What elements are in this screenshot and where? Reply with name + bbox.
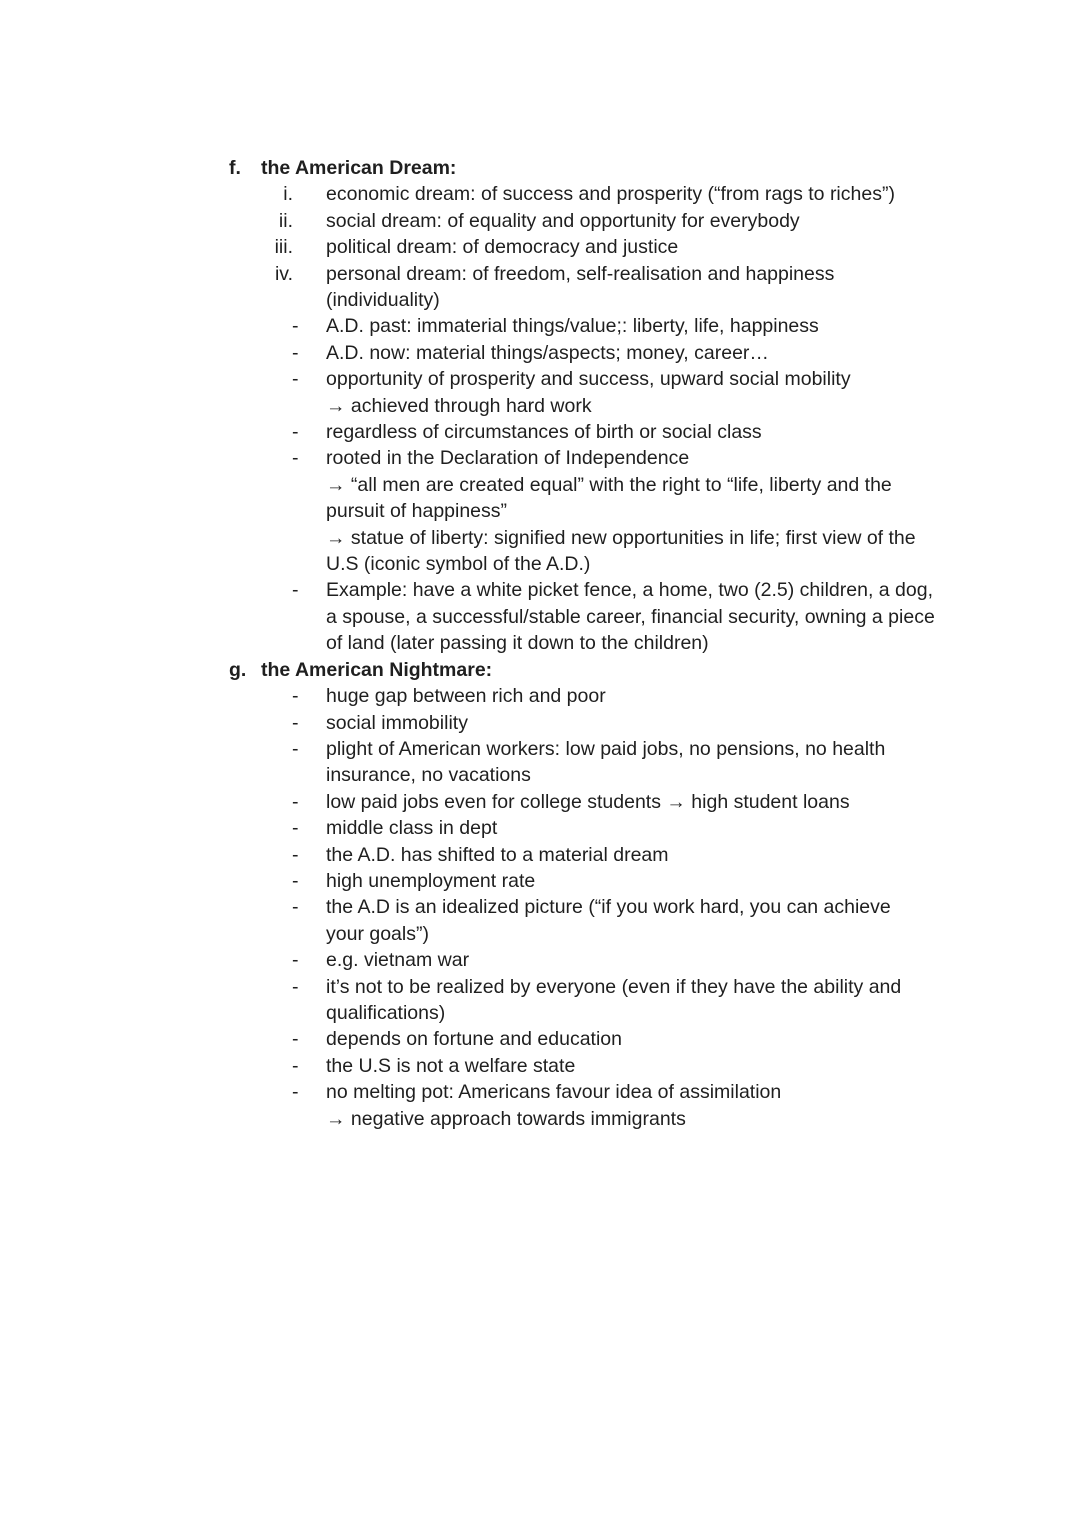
bullet-dash: - [292,896,299,919]
bullet-dash: - [292,817,299,840]
bullet-dash: - [292,711,299,734]
list-item [229,313,989,339]
list-item [229,577,989,656]
bullet-dash: - [292,737,299,760]
bullet-dash: - [292,368,299,391]
notes-section [229,155,989,1132]
bullet-dash: - [292,447,299,470]
list-item [229,366,989,419]
list-item [229,868,989,894]
list-item [229,947,989,973]
list-item-text: huge gap between rich and poor [326,685,606,708]
section-g-marker: g. [229,658,247,681]
list-item-text: rooted in the Declaration of Independence [326,447,690,470]
list-item-text: insurance, no vacations [326,764,531,787]
list-item [229,1053,989,1079]
bullet-dash: - [292,579,299,602]
bullet-dash: - [292,315,299,338]
list-item-number: ii. [278,209,293,232]
list-item-text: regardless of circumstances of birth or social class [326,421,762,444]
list-item-text: no melting pot: Americans favour idea of assimilation [326,1081,782,1104]
list-item [229,1026,989,1052]
list-item-text: pursuit of happiness” [326,500,508,523]
bullet-dash: - [292,685,299,708]
list-item-text: depends on fortune and education [326,1028,622,1051]
section-f-heading [229,155,989,181]
list-item [229,789,989,815]
bullet-dash: - [292,869,299,892]
list-item-text: → achieved through hard work [326,394,592,417]
section-g-heading [229,657,989,683]
list-item [229,340,989,366]
list-item [229,208,989,234]
list-item-number: iv. [274,262,293,285]
list-item [229,683,989,709]
section-f-bullet-list [229,313,989,656]
list-item-text: social immobility [326,711,468,734]
list-item [229,842,989,868]
list-item-text: high unemployment rate [326,869,536,892]
list-item-text: → negative approach towards immigrants [326,1107,686,1130]
list-item-number: iii. [274,236,293,259]
list-item-text: the A.D. has shifted to a material dream [326,843,669,866]
bullet-dash: - [292,949,299,972]
list-item-text: your goals”) [326,922,429,945]
bullet-dash: - [292,1028,299,1051]
list-item [229,445,989,577]
list-item-text: social dream: of equality and opportunity for everybody [326,209,800,232]
list-item [229,974,989,1027]
list-item [229,234,989,260]
list-item [229,736,989,789]
list-item-text: it’s not to be realized by everyone (even if they have the ability and [326,975,902,998]
bullet-dash: - [292,1081,299,1104]
list-item-text: of land (later passing it down to the children) [326,632,709,655]
list-item [229,419,989,445]
section-f-marker: f. [229,157,241,179]
list-item-text: qualifications) [326,1001,446,1024]
list-item-text: the A.D is an idealized picture (“if you work hard, you can achieve [326,896,891,919]
list-item-text: personal dream: of freedom, self-realisation and happiness [326,262,835,285]
list-item-text: middle class in dept [326,817,498,840]
list-item-text: → “all men are created equal” with the right to “life, liberty and the [326,473,892,496]
list-item-text: U.S (iconic symbol of the A.D.) [326,553,591,576]
list-item-text: the U.S is not a welfare state [326,1054,576,1077]
section-g-title: the American Nightmare: [261,658,493,681]
list-item-text: political dream: of democracy and justice [326,236,679,259]
section-f-title: the American Dream: [261,157,457,179]
section-g-bullet-list [229,683,989,1132]
section-f-numbered-list [229,181,989,313]
list-item-text: a spouse, a successful/stable career, financial security, owning a piece [326,605,935,628]
bullet-dash: - [292,975,299,998]
list-item [229,181,989,207]
list-item-text: → statue of liberty: signified new opportunities in life; first view of the [326,526,916,549]
list-item [229,894,989,947]
bullet-dash: - [292,843,299,866]
list-item-text: low paid jobs even for college students → high student loans [326,790,850,813]
bullet-dash: - [292,421,299,444]
bullet-dash: - [292,790,299,813]
list-item-text: A.D. past: immaterial things/value;: liberty, life, happiness [326,315,819,338]
list-item-text: Example: have a white picket fence, a home, two (2.5) children, a dog, [326,579,933,602]
list-item [229,815,989,841]
list-item-number: i. [283,183,293,206]
list-item-text: e.g. vietnam war [326,949,470,972]
list-item [229,710,989,736]
list-item-text: A.D. now: material things/aspects; money, career… [326,341,769,364]
list-item-text: economic dream: of success and prosperity (“from rags to riches”) [326,183,895,206]
list-item-text: (individuality) [326,289,440,312]
list-item [229,261,989,314]
list-item [229,1079,989,1132]
bullet-dash: - [292,341,299,364]
bullet-dash: - [292,1054,299,1077]
list-item-text: opportunity of prosperity and success, upward social mobility [326,368,851,391]
list-item-text: plight of American workers: low paid jobs, no pensions, no health [326,737,886,760]
